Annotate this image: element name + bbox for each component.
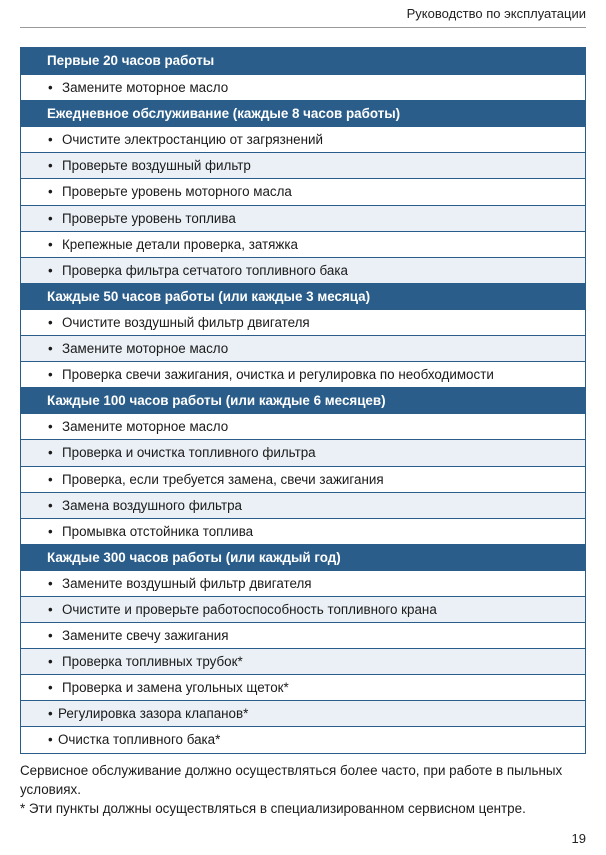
schedule-item bbox=[21, 492, 585, 518]
schedule-item-text: Проверьте воздушный фильтр bbox=[62, 158, 251, 174]
header-divider bbox=[20, 27, 586, 28]
bullet-icon: • bbox=[48, 445, 53, 461]
schedule-item bbox=[21, 648, 585, 674]
schedule-item-text: Проверка топливных трубок* bbox=[62, 654, 243, 670]
schedule-item-text: Замените моторное масло bbox=[62, 80, 229, 96]
schedule-item-text: Замените моторное масло bbox=[62, 341, 229, 357]
dusty-conditions-note: Сервисное обслуживание должно осуществляться более часто, при работе в пыльных условиях. bbox=[20, 763, 563, 797]
schedule-item-text: Очистите воздушный фильтр двигателя bbox=[62, 314, 310, 330]
schedule-item bbox=[21, 126, 585, 152]
schedule-item-text: Проверка и замена угольных щеток* bbox=[62, 680, 289, 696]
schedule-item-text: Очистка топливного бака* bbox=[58, 732, 221, 748]
schedule-item-text: Крепежные детали проверка, затяжка bbox=[62, 236, 298, 252]
schedule-item bbox=[21, 518, 585, 544]
schedule-item bbox=[21, 335, 585, 361]
schedule-item bbox=[21, 570, 585, 596]
bullet-icon: • bbox=[48, 158, 53, 174]
schedule-item-text: Промывка отстойника топлива bbox=[62, 523, 254, 539]
bullet-icon: • bbox=[48, 732, 53, 748]
schedule-item-text: Проверка свечи зажигания, очистка и регулировка по необходимости bbox=[62, 367, 494, 383]
page-number: 19 bbox=[571, 831, 586, 846]
schedule-item-text: Замена воздушного фильтра bbox=[62, 497, 242, 513]
schedule-item bbox=[21, 231, 585, 257]
bullet-icon: • bbox=[48, 680, 53, 696]
schedule-item bbox=[21, 439, 585, 465]
schedule-item bbox=[21, 674, 585, 700]
running-header: Руководство по эксплуатации bbox=[406, 6, 586, 21]
schedule-item bbox=[21, 413, 585, 439]
schedule-item-text: Проверка и очистка топливного фильтра bbox=[62, 445, 316, 461]
bullet-icon: • bbox=[48, 628, 53, 644]
schedule-item bbox=[21, 74, 585, 100]
bullet-icon: • bbox=[48, 184, 53, 200]
bullet-icon: • bbox=[48, 497, 53, 513]
schedule-item-text: Регулировка зазора клапанов* bbox=[58, 706, 249, 722]
bullet-icon: • bbox=[48, 471, 53, 487]
bullet-icon: • bbox=[48, 367, 53, 383]
bullet-icon: • bbox=[48, 236, 53, 252]
schedule-item-text: Проверка фильтра сетчатого топливного бака bbox=[62, 262, 348, 278]
bullet-icon: • bbox=[48, 419, 53, 435]
schedule-item bbox=[21, 205, 585, 231]
schedule-item-text: Проверьте уровень моторного масла bbox=[62, 184, 292, 200]
schedule-item bbox=[21, 700, 585, 726]
bullet-icon: • bbox=[48, 654, 53, 670]
schedule-item bbox=[21, 361, 585, 387]
bullet-icon: • bbox=[48, 132, 53, 148]
section-header: Первые 20 часов работы bbox=[21, 48, 585, 74]
bullet-icon: • bbox=[48, 706, 53, 722]
bullet-icon: • bbox=[48, 575, 53, 591]
bullet-icon: • bbox=[48, 210, 53, 226]
schedule-item bbox=[21, 466, 585, 492]
schedule-item bbox=[21, 309, 585, 335]
schedule-item-text: Замените моторное масло bbox=[62, 419, 229, 435]
schedule-item-text: Замените воздушный фильтр двигателя bbox=[62, 575, 312, 591]
schedule-item-text: Очистите электростанцию от загрязнений bbox=[62, 132, 323, 148]
schedule-item bbox=[21, 726, 585, 752]
bullet-icon: • bbox=[48, 341, 53, 357]
schedule-item bbox=[21, 596, 585, 622]
section-header: Каждые 50 часов работы (или каждые 3 месяца) bbox=[21, 283, 585, 309]
schedule-item bbox=[21, 622, 585, 648]
bullet-icon: • bbox=[48, 80, 53, 96]
schedule-item-text: Проверьте уровень топлива bbox=[62, 210, 236, 226]
schedule-item bbox=[21, 152, 585, 178]
bullet-icon: • bbox=[48, 601, 53, 617]
schedule-item bbox=[21, 257, 585, 283]
section-header: Каждые 300 часов работы (или каждый год) bbox=[21, 544, 585, 570]
schedule-item-text: Замените свечу зажигания bbox=[62, 628, 229, 644]
schedule-item-text: Очистите и проверьте работоспособность топливного крана bbox=[62, 601, 437, 617]
schedule-item bbox=[21, 178, 585, 204]
maintenance-schedule-table bbox=[20, 47, 586, 754]
section-header: Ежедневное обслуживание (каждые 8 часов работы) bbox=[21, 100, 585, 126]
schedule-item-text: Проверка, если требуется замена, свечи зажигания bbox=[62, 471, 384, 487]
service-center-footnote: * Эти пункты должны осуществляться в специализированном сервисном центре. bbox=[20, 801, 526, 816]
bullet-icon: • bbox=[48, 523, 53, 539]
bullet-icon: • bbox=[48, 262, 53, 278]
bullet-icon: • bbox=[48, 314, 53, 330]
section-header: Каждые 100 часов работы (или каждые 6 месяцев) bbox=[21, 387, 585, 413]
